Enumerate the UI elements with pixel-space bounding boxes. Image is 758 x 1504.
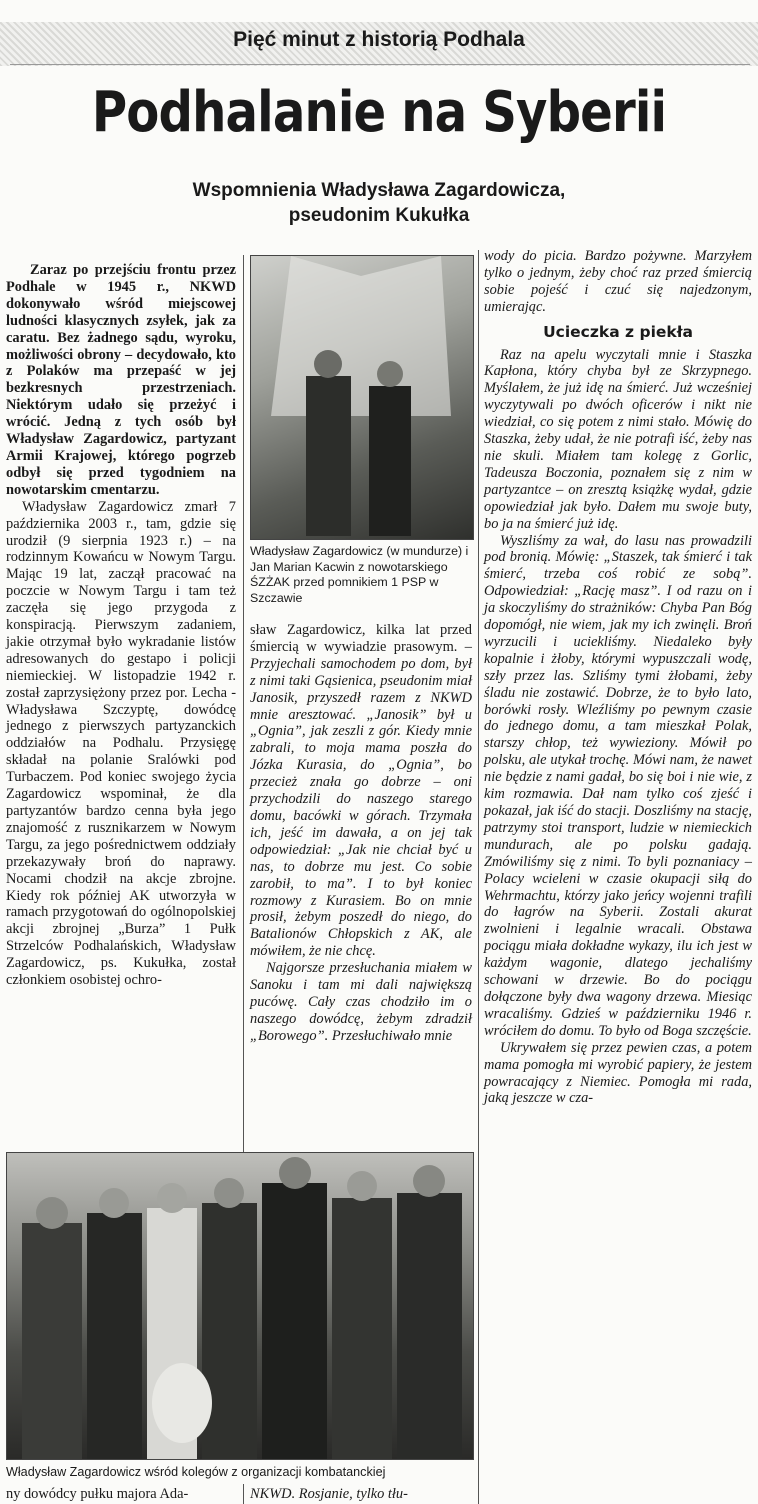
photo-veterans	[6, 1152, 474, 1460]
column-divider	[243, 255, 244, 1153]
headline: Podhalanie na Syberii	[91, 80, 667, 145]
column-3-paragraph-3: Ukrywałem się przez pewien czas, a potem mama pomogła mi wyrobić papiery, że jestem powracający z Niemiec. Pomogła mi rada, jaką jeszcze w cza-	[484, 1039, 752, 1107]
photo-monument-caption: Władysław Zagardowicz (w mundurze) i Jan Marian Kacwin z nowotarskiego ŚZŻAK przed pomnikiem 1 PSP w Szczawie	[250, 544, 469, 605]
photo-monument-figures	[251, 256, 473, 539]
photo-monument	[250, 255, 474, 540]
column-2-quote-continued: Najgorsze przesłuchania miałem w Sanoku i tam mi dali największą pucówę. Cały czas chodziło im o naszego dowódcę, żebym zdradził „Borowego”. Przesłuchiwało mnie	[250, 960, 472, 1044]
bottom-column-1	[6, 1486, 238, 1503]
column-1-body: Władysław Zagardowicz zmarł 7 października 2003 r., tam, gdzie się urodził (9 sierpnia 1923 r.) – na rodzinnym Kowańcu w Nowym Targu. Mając 19 lat, zaczął pracować na poczcie w Nowym Targu i tam też zaczęła się jego przygoda z konspiracją. Pierwszym zadaniem, jakie otrzymał było wykradanie listów adresowanych do gestapo i policji niemieckiej. W listopadzie 1942 r. został zaprzysiężony przez por. Lecha - Władysława Szczyptę, dowódcę jednego z pierwszych partyzanckich oddziałów na Podhalu. Przysięgę składał na polanie Sralówki pod Turbaczem. Pod koniec swojego życia Zagardowicz wspominał, że dla partyzantów bardzo cenna była jego znajomość z rusznikarzem w Nowym Targu, za jego pośrednictwem oddziały przekazywały broń do naprawy. Nocami chodził na akcje zbrojne. Kiedy rok później AK utworzyła w ramach przygotowań do ogólnopolskiej akcji zbrojnej „Burza” 1 Pułk Strzelców Podhalańskich, Władysław Zagardowicz, ps. Kukułka, został członkiem osobistej ochro-	[6, 498, 236, 989]
rubric-divider	[10, 64, 750, 65]
column-2-intro: sław Zagardowicz, kilka lat przed śmiercią w wywiadzie prasowym. –	[250, 622, 472, 655]
bottom-column-2	[250, 1486, 472, 1503]
subheadline	[0, 178, 758, 228]
column-3-paragraph-2: Wyszliśmy za wał, do lasu nas prowadzili pod bronią. Mówię: „Staszek, tak śmierć i tak śmierć, trzeba coś robić ze sobą”. Odpowiedział: „Rację masz”. I od razu on i ja skoczyliśmy do strażników: Chyba Pan Bóg dopomógł, nie wiem, jak my ich zwinęli. Broń wyrzucili i uciekliśmy. Niedaleko były kopalnie i żłoby, którymi wypuszczali wodę, szły przez las. Szliśmy tymi żłobami, żeby śladu nie zostawić. Dobrze, że to było lato, borówki rosły. Wleźliśmy po pewnym czasie do jednego domu, a tam mieszkał Polak, starszy chłop, też wywieziony. Mówił po polsku, ale utykał trochę. Mówi nam, że nawet nie będzie z nami gadał, bo się boi i nie wie, z kim rozmawia. Dał nam tylko coś zjeść i pokazał, jak iść do stacji. Doszliśmy na stację, patrzymy stoi transport, ludzie w niemieckich mundurach, ale po polsku gadają. Zmówiliśmy się z nimi. To byli poznaniacy – Polacy wcieleni w czasie okupacji siłą do Wehrmachtu, którzy jako jeńcy wojenni trafili do łagrów na Syberii. Zostali akurat zwolnieni i legalnie wracali. Obstawa pociągu miała dokładne wykazy, ilu ich jest w każdym wagonie, dlatego jechaliśmy schowani w drzewie. Bo do pociągu dołączone były dwa wagony drzewa. Miesiąc wracaliśmy. Gdzieś w październiku 1946 r. wróciłem do domu. To było od Boga szczęście.	[484, 532, 752, 1039]
column-3	[484, 248, 752, 1107]
column-3-paragraph-1: Raz na apelu wyczytali mnie i Staszka Kapłona, który chyba był ze Skrzypnego. Myślałem, że już idę na śmierć. Już wcześniej wyczytywali po dwóch oficerów i nikt nie wiedział, co się potem z nimi stało. Mówię do Staszka, żeby udał, że nie potrafi iść, żeby nas nie skuli. Miałem tam kolegę z Gorlic, Tadeusza Boczonia, poznałem się z nim w partyzantce – on zresztą książkę wydał, gdzie opowiedział jak było. Dałem mu swoje buty, bo ja na śmierć już idę.	[484, 346, 752, 532]
bottom-column-1-text: ny dowódcy pułku majora Ada-	[6, 1486, 189, 1502]
lead-paragraph: Zaraz po przejściu frontu przez Podhale w 1945 r., NKWD dokonywało wśród miejscowej ludności klasycznych zsyłek, jak za caratu. Bez żadnego sądu, wyroku, możliwości obrony – decydowało, kto z Polaków ma przepaść w jej bezkresnych przestrzeniach. Niektórym udało się przeżyć i wrócić. Jedną z tych osób był Władysław Zagardowicz, partyzant Armii Krajowej, którego pogrzeb odbył się przed tygodniem na nowotarskim cmentarzu.	[6, 262, 236, 498]
column-2-quote: Przyjechali samochodem po dom, był z nimi taki Gąsienica, pseudonim miał Janosik, przyszedł razem z NKWD mnie aresztować. „Janosik” był u „Ognia”, jak zeszli z gór. Kiedy mnie zabrali, to moja mama poszła do Józka Kurasia, do „Ognia”, bo przecież znała go dobrze – oni przychodzili do naszego starego domu, bacówki w górach. Trzymała ich, jeść im dawała, a on jej tak odpowiedział: „Jak nie chciał być u nas, to dobrze mu jest. Co sobie zarobił, to ma”. I to był koniec rozmowy z Kurasiem. Bo on mnie prosił, żebym poszedł do niego, do Batalionów Chłopskich z AK, ale mówiłem, że nie chcę.	[250, 655, 472, 960]
photo-veterans-figures	[7, 1153, 473, 1459]
column-divider-2	[478, 250, 479, 1504]
subheadline-line-2: pseudonim Kukułka	[288, 205, 470, 226]
column-3-top: wody do picia. Bardzo pożywne. Marzyłem tylko o jednym, żeby choć raz przed śmiercią sobie pojeść i czuć się najedzonym, umierając.	[484, 248, 752, 315]
bottom-column-2-text: NKWD. Rosjanie, tylko tłu-	[250, 1486, 408, 1502]
section-heading: Ucieczka z piekła	[543, 322, 693, 341]
photo-veterans-caption: Władysław Zagardowicz wśród kolegów z organizacji kombatanckiej	[6, 1465, 386, 1479]
rubric-title: Pięć minut z historią Podhala	[233, 28, 525, 51]
bottom-divider	[243, 1484, 244, 1504]
column-2-body	[250, 622, 472, 960]
column-1	[6, 262, 236, 989]
subheadline-line-1: Wspomnienia Władysława Zagardowicza,	[192, 180, 566, 201]
column-2	[250, 622, 472, 1045]
